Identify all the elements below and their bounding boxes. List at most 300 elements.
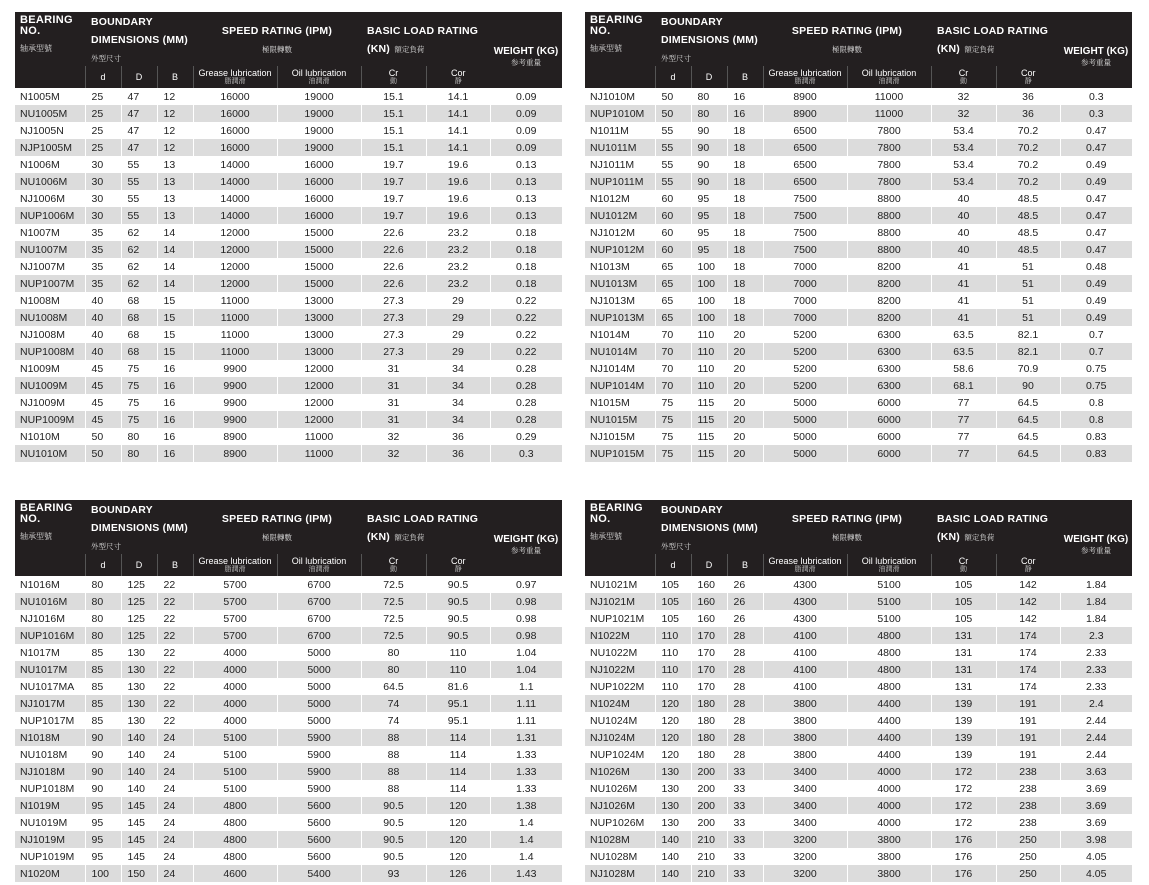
value-cell: 115: [691, 445, 727, 462]
table-row: [585, 661, 1132, 678]
value-cell: 130: [121, 712, 157, 729]
weight-header: WEIGHT (KG) 参考重量: [1060, 12, 1132, 88]
value-cell: 5000: [277, 678, 361, 695]
bearing-table-4: [585, 500, 1132, 882]
value-cell: 33: [727, 848, 763, 865]
value-cell: 6300: [847, 360, 931, 377]
value-cell: 51: [996, 275, 1060, 292]
table-row: [585, 848, 1132, 865]
value-cell: 47: [121, 88, 157, 105]
bearing-no-cell: NU1012M: [585, 207, 655, 224]
value-cell: 65: [655, 309, 691, 326]
value-cell: 1.4: [490, 831, 562, 848]
value-cell: 5900: [277, 746, 361, 763]
value-cell: 95: [691, 241, 727, 258]
value-cell: 75: [121, 411, 157, 428]
col-grease: Grease lubrication 脂潤滑: [193, 66, 277, 88]
value-cell: 36: [996, 88, 1060, 105]
value-cell: 62: [121, 275, 157, 292]
value-cell: 210: [691, 831, 727, 848]
value-cell: 85: [85, 712, 121, 729]
value-cell: 16000: [277, 173, 361, 190]
value-cell: 28: [727, 746, 763, 763]
value-cell: 5900: [277, 780, 361, 797]
value-cell: 7800: [847, 156, 931, 173]
value-cell: 50: [85, 428, 121, 445]
bearing-no-cell: NU1019M: [15, 814, 85, 831]
value-cell: 15.1: [361, 122, 426, 139]
value-cell: 80: [121, 445, 157, 462]
value-cell: 2.33: [1060, 644, 1132, 661]
value-cell: 20: [727, 326, 763, 343]
value-cell: 0.09: [490, 88, 562, 105]
value-cell: 15: [157, 326, 193, 343]
value-cell: 36: [426, 428, 490, 445]
value-cell: 4000: [847, 763, 931, 780]
boundary-dimensions-header: BOUNDARY DIMENSIONS (MM) 外型尺寸: [85, 500, 193, 554]
value-cell: 26: [727, 593, 763, 610]
value-cell: 60: [655, 224, 691, 241]
value-cell: 1.4: [490, 848, 562, 865]
value-cell: 80: [85, 627, 121, 644]
value-cell: 35: [85, 258, 121, 275]
table-row: [15, 360, 562, 377]
value-cell: 4300: [763, 593, 847, 610]
value-cell: 8200: [847, 309, 931, 326]
value-cell: 11000: [193, 326, 277, 343]
table-row: [15, 343, 562, 360]
value-cell: 60: [655, 241, 691, 258]
col-d: d: [85, 66, 121, 88]
value-cell: 13: [157, 207, 193, 224]
value-cell: 4100: [763, 661, 847, 678]
value-cell: 16: [157, 445, 193, 462]
value-cell: 174: [996, 644, 1060, 661]
table-row: [585, 326, 1132, 343]
value-cell: 45: [85, 411, 121, 428]
value-cell: 4000: [847, 780, 931, 797]
bearing-no-cell: N1024M: [585, 695, 655, 712]
table-row: [585, 292, 1132, 309]
value-cell: 4600: [193, 865, 277, 882]
value-cell: 95: [85, 848, 121, 865]
value-cell: 95.1: [426, 695, 490, 712]
value-cell: 82.1: [996, 326, 1060, 343]
value-cell: 12: [157, 139, 193, 156]
value-cell: 191: [996, 729, 1060, 746]
basic-load-header: BASIC LOAD RATING (KN) 額定負荷: [361, 500, 490, 554]
value-cell: 140: [121, 780, 157, 797]
value-cell: 95.1: [426, 712, 490, 729]
value-cell: 0.47: [1060, 241, 1132, 258]
value-cell: 120: [655, 746, 691, 763]
value-cell: 55: [121, 190, 157, 207]
value-cell: 142: [996, 576, 1060, 593]
value-cell: 191: [996, 695, 1060, 712]
value-cell: 180: [691, 695, 727, 712]
value-cell: 31: [361, 377, 426, 394]
value-cell: 41: [931, 292, 996, 309]
value-cell: 27.3: [361, 343, 426, 360]
value-cell: 14.1: [426, 88, 490, 105]
value-cell: 3400: [763, 763, 847, 780]
table-row: [585, 88, 1132, 105]
value-cell: 170: [691, 627, 727, 644]
value-cell: 15000: [277, 275, 361, 292]
value-cell: 26: [727, 576, 763, 593]
value-cell: 238: [996, 780, 1060, 797]
value-cell: 72.5: [361, 593, 426, 610]
value-cell: 0.49: [1060, 292, 1132, 309]
value-cell: 65: [655, 258, 691, 275]
value-cell: 23.2: [426, 258, 490, 275]
value-cell: 0.09: [490, 139, 562, 156]
value-cell: 19.6: [426, 156, 490, 173]
value-cell: 80: [361, 661, 426, 678]
value-cell: 5000: [277, 695, 361, 712]
value-cell: 8900: [193, 445, 277, 462]
col-cr: Cr 動: [931, 554, 996, 576]
value-cell: 7000: [763, 292, 847, 309]
value-cell: 75: [655, 445, 691, 462]
value-cell: 12000: [277, 411, 361, 428]
value-cell: 8900: [763, 88, 847, 105]
value-cell: 80: [691, 105, 727, 122]
value-cell: 210: [691, 848, 727, 865]
bearing-no-cell: NUP1024M: [585, 746, 655, 763]
value-cell: 14: [157, 224, 193, 241]
value-cell: 105: [655, 576, 691, 593]
bearing-no-cell: NU1021M: [585, 576, 655, 593]
value-cell: 48.5: [996, 190, 1060, 207]
speed-rating-header: SPEED RATING (IPM) 極限轉數: [193, 12, 361, 66]
value-cell: 120: [655, 729, 691, 746]
bearing-no-cell: NUP1022M: [585, 678, 655, 695]
table-row: [585, 377, 1132, 394]
value-cell: 47: [121, 105, 157, 122]
value-cell: 0.28: [490, 360, 562, 377]
bearing-no-cell: N1005M: [15, 88, 85, 105]
value-cell: 1.84: [1060, 576, 1132, 593]
table-row: [15, 695, 562, 712]
value-cell: 8800: [847, 207, 931, 224]
value-cell: 5700: [193, 576, 277, 593]
value-cell: 0.09: [490, 122, 562, 139]
bearing-no-cell: NU1018M: [15, 746, 85, 763]
value-cell: 100: [691, 309, 727, 326]
bearing-no-header: BEARING NO. 轴承型號: [585, 12, 655, 88]
value-cell: 34: [426, 360, 490, 377]
value-cell: 125: [121, 627, 157, 644]
value-cell: 5100: [847, 593, 931, 610]
value-cell: 114: [426, 763, 490, 780]
value-cell: 15.1: [361, 105, 426, 122]
weight-header: WEIGHT (KG) 参考重量: [490, 500, 562, 576]
value-cell: 3800: [847, 848, 931, 865]
table-row: [585, 780, 1132, 797]
bearing-no-cell: NUP1007M: [15, 275, 85, 292]
value-cell: 145: [121, 814, 157, 831]
value-cell: 5700: [193, 593, 277, 610]
value-cell: 88: [361, 729, 426, 746]
value-cell: 6000: [847, 428, 931, 445]
value-cell: 16000: [277, 190, 361, 207]
bearing-no-cell: NUP1016M: [15, 627, 85, 644]
table-row: [15, 122, 562, 139]
value-cell: 1.38: [490, 797, 562, 814]
value-cell: 24: [157, 780, 193, 797]
bearing-no-cell: NJ1007M: [15, 258, 85, 275]
value-cell: 1.31: [490, 729, 562, 746]
table-row: [15, 139, 562, 156]
value-cell: 24: [157, 865, 193, 882]
value-cell: 0.47: [1060, 122, 1132, 139]
table-row: [585, 797, 1132, 814]
value-cell: 5000: [277, 644, 361, 661]
value-cell: 28: [727, 661, 763, 678]
basic-load-header: BASIC LOAD RATING (KN) 額定負荷: [931, 500, 1060, 554]
value-cell: 88: [361, 763, 426, 780]
value-cell: 6700: [277, 576, 361, 593]
value-cell: 125: [121, 576, 157, 593]
value-cell: 6300: [847, 377, 931, 394]
value-cell: 22: [157, 610, 193, 627]
value-cell: 24: [157, 814, 193, 831]
value-cell: 131: [931, 644, 996, 661]
value-cell: 142: [996, 593, 1060, 610]
value-cell: 22: [157, 627, 193, 644]
value-cell: 64.5: [361, 678, 426, 695]
value-cell: 14.1: [426, 122, 490, 139]
bearing-no-cell: NJ1008M: [15, 326, 85, 343]
value-cell: 2.44: [1060, 746, 1132, 763]
value-cell: 100: [691, 275, 727, 292]
value-cell: 20: [727, 360, 763, 377]
col-B: B: [727, 66, 763, 88]
value-cell: 172: [931, 797, 996, 814]
value-cell: 110: [691, 343, 727, 360]
table-row: [15, 173, 562, 190]
table-row: [585, 343, 1132, 360]
bearing-table-1: [15, 12, 562, 462]
value-cell: 40: [85, 292, 121, 309]
value-cell: 6500: [763, 139, 847, 156]
value-cell: 15000: [277, 241, 361, 258]
value-cell: 88: [361, 746, 426, 763]
value-cell: 20: [727, 428, 763, 445]
value-cell: 22: [157, 678, 193, 695]
value-cell: 15: [157, 343, 193, 360]
value-cell: 28: [727, 712, 763, 729]
value-cell: 7500: [763, 190, 847, 207]
value-cell: 0.13: [490, 173, 562, 190]
value-cell: 36: [996, 105, 1060, 122]
value-cell: 90.5: [426, 610, 490, 627]
value-cell: 4400: [847, 729, 931, 746]
value-cell: 19000: [277, 105, 361, 122]
value-cell: 27.3: [361, 292, 426, 309]
value-cell: 35: [85, 275, 121, 292]
value-cell: 82.1: [996, 343, 1060, 360]
value-cell: 90.5: [426, 593, 490, 610]
value-cell: 4800: [193, 831, 277, 848]
value-cell: 1.11: [490, 712, 562, 729]
value-cell: 90: [85, 780, 121, 797]
bearing-no-cell: N1022M: [585, 627, 655, 644]
bearing-no-cell: NU1006M: [15, 173, 85, 190]
bearing-no-cell: NJ1010M: [585, 88, 655, 105]
value-cell: 238: [996, 763, 1060, 780]
value-cell: 12000: [193, 275, 277, 292]
value-cell: 150: [121, 865, 157, 882]
value-cell: 8900: [193, 428, 277, 445]
value-cell: 41: [931, 275, 996, 292]
value-cell: 140: [655, 831, 691, 848]
value-cell: 33: [727, 814, 763, 831]
bearing-no-cell: NJ1005N: [15, 122, 85, 139]
value-cell: 4800: [847, 678, 931, 695]
value-cell: 13: [157, 156, 193, 173]
table-row: [585, 411, 1132, 428]
value-cell: 0.18: [490, 258, 562, 275]
value-cell: 3.69: [1060, 780, 1132, 797]
table-row: [15, 394, 562, 411]
value-cell: 4100: [763, 678, 847, 695]
value-cell: 5200: [763, 326, 847, 343]
table-row: [15, 309, 562, 326]
value-cell: 126: [426, 865, 490, 882]
bearing-no-header: BEARING NO. 轴承型號: [15, 500, 85, 576]
value-cell: 3200: [763, 848, 847, 865]
value-cell: 5900: [277, 763, 361, 780]
value-cell: 81.6: [426, 678, 490, 695]
value-cell: 4800: [193, 848, 277, 865]
value-cell: 120: [426, 831, 490, 848]
table-row: [585, 627, 1132, 644]
value-cell: 110: [426, 644, 490, 661]
bearing-no-cell: NUP1017M: [15, 712, 85, 729]
value-cell: 4400: [847, 695, 931, 712]
value-cell: 0.47: [1060, 139, 1132, 156]
value-cell: 33: [727, 763, 763, 780]
value-cell: 0.18: [490, 241, 562, 258]
value-cell: 77: [931, 428, 996, 445]
value-cell: 90: [691, 156, 727, 173]
value-cell: 7000: [763, 258, 847, 275]
value-cell: 0.98: [490, 593, 562, 610]
value-cell: 9900: [193, 377, 277, 394]
col-D: D: [121, 554, 157, 576]
value-cell: 120: [655, 712, 691, 729]
bearing-no-cell: NU1008M: [15, 309, 85, 326]
col-D: D: [691, 66, 727, 88]
value-cell: 16000: [193, 88, 277, 105]
value-cell: 77: [931, 411, 996, 428]
bearing-no-cell: NU1028M: [585, 848, 655, 865]
table-row: [585, 610, 1132, 627]
value-cell: 110: [426, 661, 490, 678]
value-cell: 30: [85, 190, 121, 207]
value-cell: 4000: [193, 695, 277, 712]
value-cell: 32: [931, 88, 996, 105]
value-cell: 4400: [847, 712, 931, 729]
value-cell: 170: [691, 678, 727, 695]
value-cell: 140: [655, 848, 691, 865]
col-oil: Oil lubrication 油潤滑: [277, 554, 361, 576]
value-cell: 30: [85, 156, 121, 173]
value-cell: 2.44: [1060, 712, 1132, 729]
value-cell: 51: [996, 309, 1060, 326]
col-cor: Cor 静: [426, 66, 490, 88]
value-cell: 2.4: [1060, 695, 1132, 712]
value-cell: 110: [691, 360, 727, 377]
value-cell: 33: [727, 780, 763, 797]
value-cell: 6500: [763, 122, 847, 139]
table-row: [585, 275, 1132, 292]
value-cell: 110: [655, 661, 691, 678]
table-row: [15, 258, 562, 275]
value-cell: 12000: [193, 258, 277, 275]
value-cell: 174: [996, 661, 1060, 678]
value-cell: 105: [931, 576, 996, 593]
value-cell: 8900: [763, 105, 847, 122]
table-row: [15, 865, 562, 882]
value-cell: 26: [727, 610, 763, 627]
value-cell: 100: [85, 865, 121, 882]
value-cell: 0.22: [490, 292, 562, 309]
bearing-no-cell: N1013M: [585, 258, 655, 275]
value-cell: 180: [691, 746, 727, 763]
value-cell: 88: [361, 780, 426, 797]
value-cell: 5100: [193, 763, 277, 780]
value-cell: 40: [85, 326, 121, 343]
value-cell: 8200: [847, 275, 931, 292]
value-cell: 0.7: [1060, 343, 1132, 360]
bearing-no-cell: N1014M: [585, 326, 655, 343]
value-cell: 250: [996, 831, 1060, 848]
value-cell: 160: [691, 593, 727, 610]
value-cell: 120: [655, 695, 691, 712]
speed-rating-header: SPEED RATING (IPM) 極限轉數: [763, 12, 931, 66]
bearing-no-cell: N1009M: [15, 360, 85, 377]
value-cell: 5000: [763, 428, 847, 445]
value-cell: 19000: [277, 122, 361, 139]
value-cell: 5100: [193, 746, 277, 763]
value-cell: 4300: [763, 576, 847, 593]
value-cell: 24: [157, 746, 193, 763]
value-cell: 62: [121, 258, 157, 275]
value-cell: 114: [426, 780, 490, 797]
value-cell: 105: [655, 610, 691, 627]
value-cell: 95: [85, 831, 121, 848]
value-cell: 90: [85, 729, 121, 746]
value-cell: 191: [996, 746, 1060, 763]
value-cell: 72.5: [361, 610, 426, 627]
value-cell: 4000: [847, 797, 931, 814]
value-cell: 200: [691, 814, 727, 831]
col-oil: Oil lubrication 油潤滑: [847, 66, 931, 88]
boundary-dimensions-header: BOUNDARY DIMENSIONS (MM) 外型尺寸: [85, 12, 193, 66]
table-row: [15, 445, 562, 462]
value-cell: 29: [426, 309, 490, 326]
value-cell: 45: [85, 377, 121, 394]
value-cell: 176: [931, 865, 996, 882]
value-cell: 14: [157, 258, 193, 275]
value-cell: 80: [361, 644, 426, 661]
value-cell: 110: [655, 627, 691, 644]
bearing-no-cell: NUP1013M: [585, 309, 655, 326]
value-cell: 90: [85, 746, 121, 763]
